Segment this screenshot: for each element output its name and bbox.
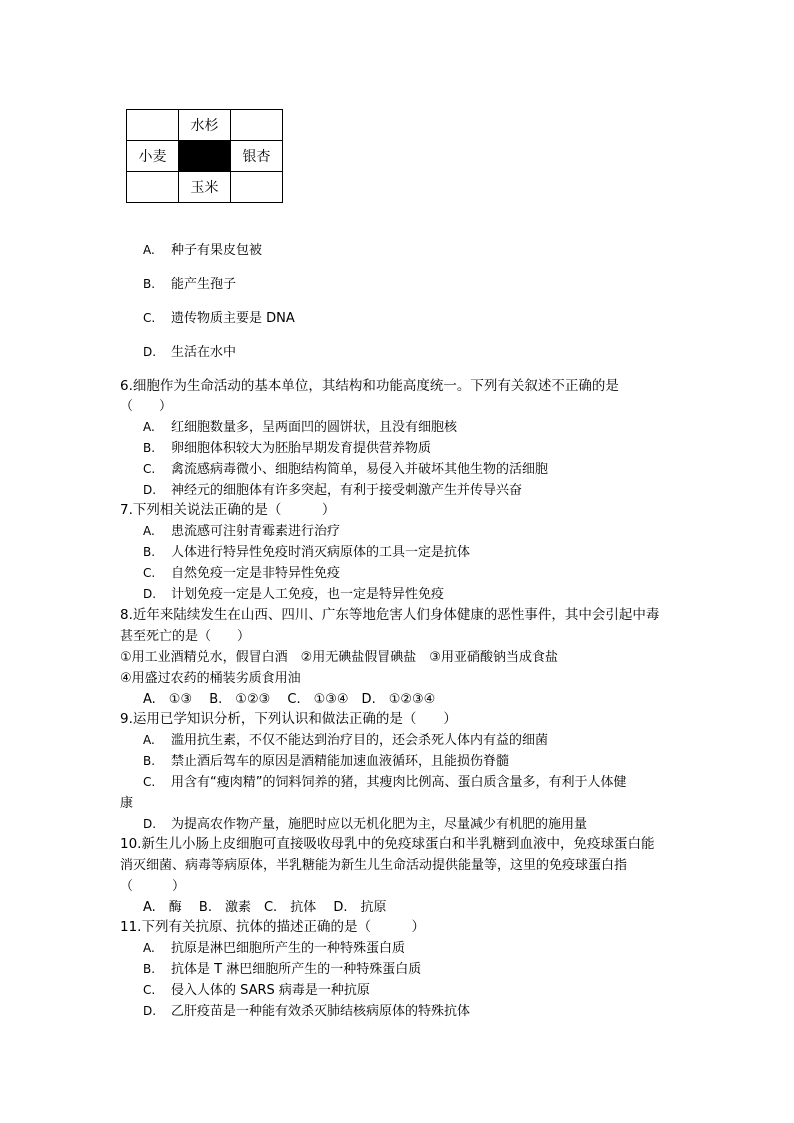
q6-option-a: A. 红细胞数量多，呈两面凹的圆饼状，且没有细胞核 — [143, 420, 458, 435]
q9-option-c-wrap: 康 — [120, 796, 134, 811]
grid-cell-empty — [231, 172, 283, 203]
q6-option-c: C. 禽流感病毒微小、细胞结构简单，易侵入并破坏其他生物的活细胞 — [143, 462, 549, 477]
grid-cell-bottom: 玉米 — [179, 172, 231, 203]
q11-option-a: A. 抗原是淋巴细胞所产生的一种特殊蛋白质 — [143, 941, 406, 956]
q6-stem: 6.细胞作为生命活动的基本单位，其结构和功能高度统一。下列有关叙述不正确的是 — [120, 378, 619, 394]
grid-cell-right: 银杏 — [231, 141, 283, 172]
grid-cell-left: 小麦 — [127, 141, 179, 172]
q11-option-c: C. 侵入人体的 SARS 病毒是一种抗原 — [143, 983, 370, 998]
q5-option-c: C. 遗传物质主要是 DNA — [143, 311, 295, 326]
q7-option-a: A. 患流感可注射青霉素进行治疗 — [143, 524, 341, 539]
grid-cell-empty — [231, 110, 283, 141]
q9-option-b: B. 禁止酒后驾车的原因是酒精能加速血液循环，且能损伤脊髓 — [143, 754, 510, 769]
q9-option-c: C. 用含有“瘦肉精”的饲料饲养的猪，其瘦肉比例高、蛋白质含量多，有利于人体健 — [143, 775, 627, 790]
plant-grid — [126, 109, 283, 203]
q7-option-c: C. 自然免疫一定是非特异性免疫 — [143, 566, 341, 581]
q11-stem: 11.下列有关抗原、抗体的描述正确的是（ ） — [120, 919, 425, 935]
q8-stem-line2: 甚至死亡的是（ ） — [120, 629, 251, 644]
q6-option-b: B. 卵细胞体积较大为胚胎早期发育提供营养物质 — [143, 441, 432, 456]
grid-cell-top: 水杉 — [179, 110, 231, 141]
q5-option-a: A. 种子有果皮包被 — [143, 243, 263, 258]
q8-items-line1: ①用工业酒精兑水，假冒白酒 ②用无碘盐假冒碘盐 ③用亚硝酸钠当成食盐 — [120, 650, 558, 665]
q9-stem: 9.运用已学知识分析，下列认识和做法正确的是（ ） — [120, 711, 457, 727]
q8-items-line2: ④用盛过农药的桶装劣质食用油 — [120, 671, 301, 686]
q10-choices: A. 酶 B. 激素 C. 抗体 D. 抗原 — [143, 900, 387, 915]
q6-paren: （ ） — [120, 399, 173, 414]
q7-stem: 7.下列相关说法正确的是（ ） — [120, 502, 336, 518]
grid-cell-empty — [127, 172, 179, 203]
grid-cell-empty — [127, 110, 179, 141]
q9-option-a: A. 滥用抗生素，不仅不能达到治疗目的，还会杀死人体内有益的细菌 — [143, 733, 549, 748]
q7-option-b: B. 人体进行特异性免疫时消灭病原体的工具一定是抗体 — [143, 545, 471, 560]
q5-option-d: D. 生活在水中 — [143, 345, 237, 360]
q9-option-d: D. 为提高农作物产量，施肥时应以无机化肥为主，尽量减少有机肥的施用量 — [143, 817, 588, 832]
q7-option-d: D. 计划免疫一定是人工免疫，也一定是特异性免疫 — [143, 587, 445, 602]
grid-cell-center-black — [179, 141, 231, 172]
q10-stem-line1: 10.新生儿小肠上皮细胞可直接吸收母乳中的免疫球蛋白和半乳糖到血液中，免疫球蛋白能 — [120, 836, 655, 852]
q11-option-d: D. 乙肝疫苗是一种能有效杀灭肺结核病原体的特殊抗体 — [143, 1004, 471, 1019]
q5-option-b: B. 能产生孢子 — [143, 277, 237, 292]
q8-choices: A. ①③ B. ①②③ C. ①③④ D. ①②③④ — [143, 692, 436, 707]
q11-option-b: B. 抗体是 T 淋巴细胞所产生的一种特殊蛋白质 — [143, 962, 422, 977]
q10-stem-line2: 消灭细菌、病毒等病原体，半乳糖能为新生儿生命活动提供能量等，这里的免疫球蛋白指 — [120, 858, 628, 873]
q10-paren: （ ） — [120, 879, 186, 894]
q8-stem-line1: 8.近年来陆续发生在山西、四川、广东等地危害人们身体健康的恶性事件，其中会引起中毒 — [120, 607, 660, 623]
q6-option-d: D. 神经元的细胞体有许多突起，有利于接受刺激产生并传导兴奋 — [143, 483, 523, 498]
